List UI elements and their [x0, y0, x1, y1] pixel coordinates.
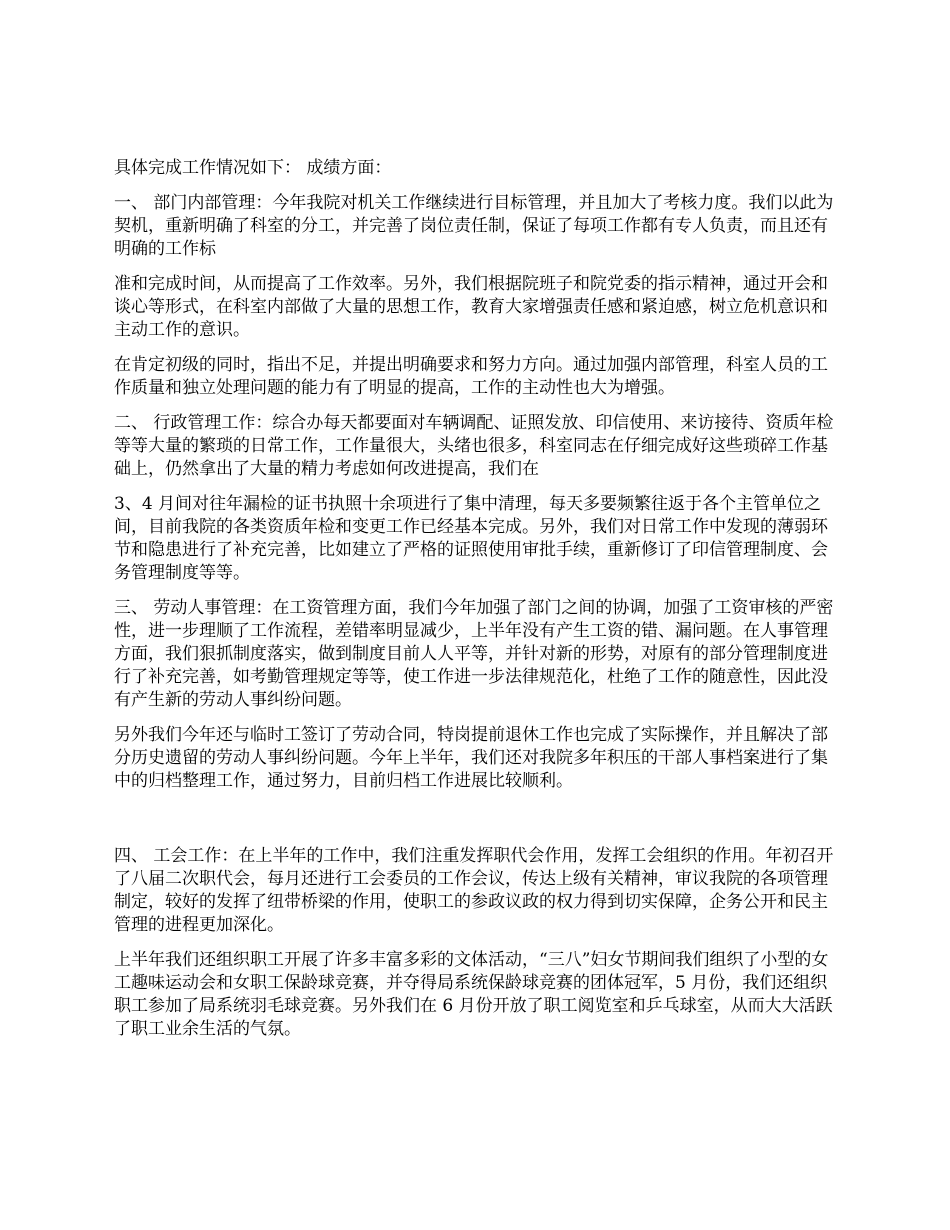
- paragraph-intro: 具体完成工作情况如下： 成绩方面：: [114, 158, 392, 178]
- paragraph-section-4-cont: 上半年我们还组织职工开展了许多丰富多彩的文体活动，“三八”妇女节期间我们组织了小型的女工趣味运动会和女职工保龄球竞赛，并夺得局系统保龄球竞赛的团体冠军，5 月份，我们还组织职工参加了局系统羽毛球竞赛。另外我们在 6 月份开放了职工阅览室和乒乓球室，从而大大活跃了职工业余生活的气氛。: [114, 950, 833, 1039]
- section-spacer: [114, 805, 842, 845]
- paragraph-section-1-cont: 准和完成时间，从而提高了工作效率。另外，我们根据院班子和院党委的指示精神，通过开会和谈心等形式，在科室内部做了大量的思想工作，教育大家增强责任感和紧迫感，树立危机意识和主动工作的意识。: [114, 274, 828, 340]
- paragraph-section-2: 二、 行政管理工作：综合办每天都要面对车辆调配、证照发放、印信使用、来访接待、资质年检等等大量的繁琐的日常工作，工作量很大，头绪也很多，科室同志在仔细完成好这些琐碎工作基础上，仍然拿出了大量的精力考虑如何改进提高，我们在: [114, 413, 834, 479]
- paragraph-section-4: 四、 工会工作：在上半年的工作中，我们注重发挥职代会作用，发挥工会组织的作用。年初召开了八届二次职代会，每月还进行工会委员的工作会议，传达上级有关精神，审议我院的各项管理制定，较好的发挥了纽带桥梁的作用，使职工的参政议政的权力得到切实保障，企务公开和民主管理的进程更加深化。: [114, 846, 834, 935]
- paragraph-section-2-cont: 3、4 月间对往年漏检的证书执照十余项进行了集中清理，每天多要频繁往返于各个主管单位之间，目前我院的各类资质年检和变更工作已经基本完成。另外，我们对日常工作中发现的薄弱环节和隐患进行了补充完善，比如建立了严格的证照使用审批手续，重新修订了印信管理制度、会务管理制度等等。: [114, 494, 828, 583]
- paragraph-section-3-cont: 另外我们今年还与临时工签订了劳动合同，特岗提前退休工作也完成了实际操作，并且解决了部分历史遗留的劳动人事纠纷问题。今年上半年，我们还对我院多年积压的干部人事档案进行了集中的归档整理工作，通过努力，目前归档工作进展比较顺利。: [114, 725, 828, 791]
- paragraph-section-1-summary: 在肯定初级的同时，指出不足，并提出明确要求和努力方向。通过加强内部管理，科室人员的工作质量和独立处理问题的能力有了明显的提高，工作的主动性也大为增强。: [114, 355, 828, 398]
- document-body: [114, 157, 842, 1053]
- paragraph-section-1: 一、 部门内部管理：今年我院对机关工作继续进行目标管理，并且加大了考核力度。我们以此为契机，重新明确了科室的分工，并完善了岗位责任制，保证了每项工作都有专人负责，而且还有明确的工作标: [114, 193, 834, 259]
- paragraph-section-3: 三、 劳动人事管理：在工资管理方面，我们今年加强了部门之间的协调，加强了工资审核的严密性，进一步理顺了工作流程，差错率明显减少，上半年没有产生工资的错、漏问题。在人事管理方面，我们狠抓制度落实，做到制度目前人人平等，并针对新的形势，对原有的部分管理制度进行了补充完善，如考勤管理规定等等，使工作进一步法律规范化，杜绝了工作的随意性，因此没有产生新的劳动人事纠纷问题。: [114, 598, 834, 710]
